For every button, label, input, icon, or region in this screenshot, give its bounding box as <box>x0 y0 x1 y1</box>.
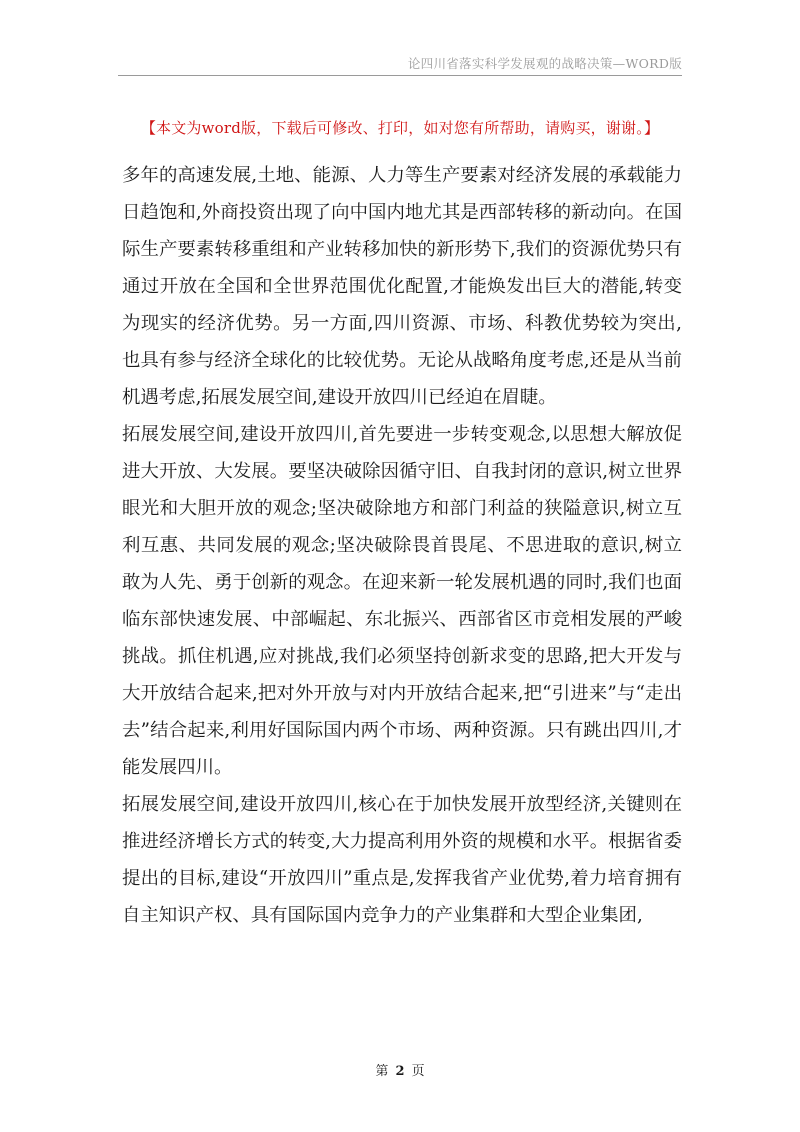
paragraph-2: 拓展发展空间,建设开放四川,首先要进一步转变观念,以思想大解放促进大开放、大发展。要坚决破除因循守旧、自我封闭的意识,树立世界眼光和大胆开放的观念;坚决破除地方和部门利益的狭隘意识,树立互利互惠、共同发展的观念;坚决破除畏首畏尾、不思进取的意识,树立敢为人先、勇于创新的观念。在迎来新一轮发展机遇的同时,我们也面临东部快速发展、中部崛起、东北振兴、西部省区市竞相发展的严峻挑战。抓住机遇,应对挑战,我们必须坚持创新求变的思路,把大开发与大开放结合起来,把对外开放与对内开放结合起来,把“引进来”与“走出去”结合起来,利用好国际国内两个市场、两种资源。只有跳出四川,才能发展四川。 <box>122 424 682 778</box>
document-header-title: 论四川省落实科学发展观的战略决策—WORD版 <box>407 56 682 71</box>
page-number: 2 <box>395 1064 405 1079</box>
page-footer <box>0 1060 800 1079</box>
download-notice: 【本文为word版，下载后可修改、打印，如对您有所帮助，请购买，谢谢。】 <box>140 119 660 137</box>
paragraph-3: 拓展发展空间,建设开放四川,核心在于加快发展开放型经济,关键则在推进经济增长方式的转变,大力提高利用外资的规模和水平。根据省委提出的目标,建设“开放四川”重点是,发挥我省产业优势,着力培育拥有自主知识产权、具有国际国内竞争力的产业集群和大型企业集团, <box>122 794 682 926</box>
footer-prefix: 第 <box>375 1064 389 1079</box>
paragraph-1: 多年的高速发展,土地、能源、人力等生产要素对经济发展的承载能力日趋饱和,外商投资出现了向中国内地尤其是西部转移的新动向。在国际生产要素转移重组和产业转移加快的新形势下,我们的资源优势只有通过开放在全国和全世界范围优化配置,才能焕发出巨大的潜能,转变为现实的经济优势。另一方面,四川资源、市场、科教优势较为突出,也具有参与经济全球化的比较优势。无论从战略角度考虑,还是从当前机遇考虑,拓展发展空间,建设开放四川已经迫在眉睫。 <box>122 165 682 408</box>
footer-suffix: 页 <box>411 1064 425 1079</box>
header-divider <box>118 75 682 76</box>
document-body <box>122 157 682 934</box>
